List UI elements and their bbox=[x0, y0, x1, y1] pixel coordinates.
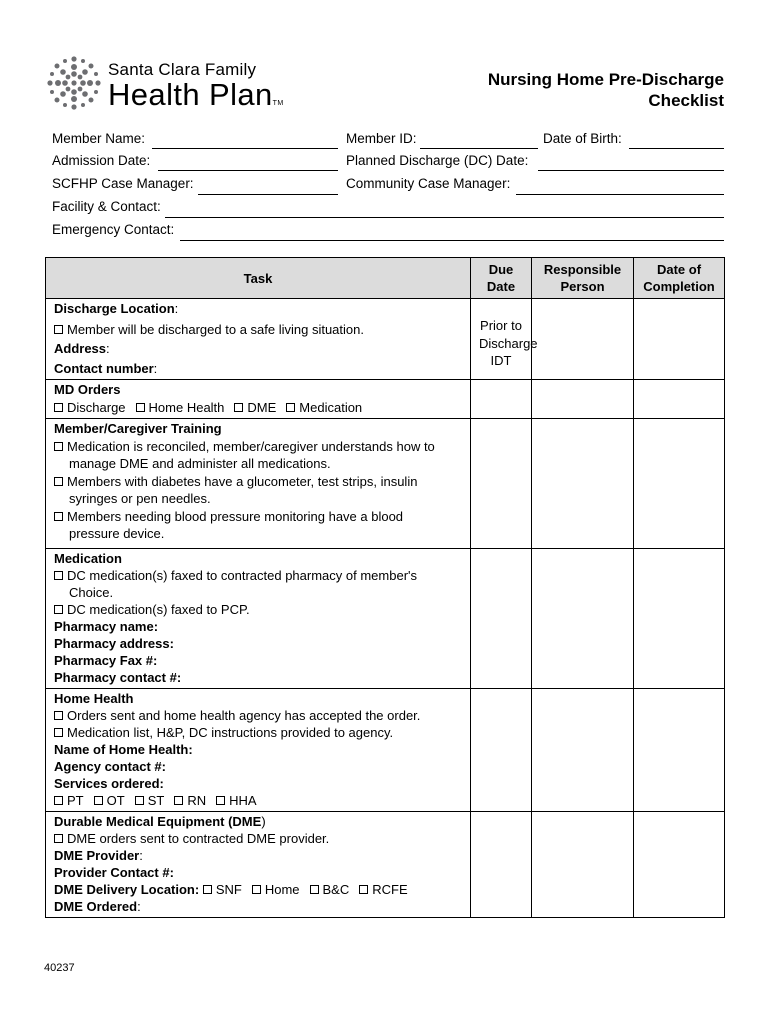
item-orders-sent: Orders sent and home health agency has accepted the order. bbox=[67, 707, 421, 723]
checkbox-snf[interactable] bbox=[203, 885, 212, 894]
checkbox-medication[interactable] bbox=[286, 403, 295, 412]
header-completion-line1: Date of bbox=[656, 262, 702, 277]
document-title-line1: Nursing Home Pre-Discharge bbox=[487, 70, 724, 89]
checkbox-faxed-pharmacy[interactable] bbox=[54, 571, 63, 580]
dme-title-close: ) bbox=[261, 813, 266, 829]
option-medication[interactable] bbox=[286, 400, 362, 415]
emergency-field[interactable] bbox=[180, 240, 724, 241]
services-ordered-label: Services ordered: bbox=[54, 775, 164, 791]
checkbox-med-reconciled[interactable] bbox=[54, 442, 63, 451]
item-med-reconciled-line1: Medication is reconciled, member/caregiver understands how to bbox=[67, 438, 435, 454]
item-med-reconciled-line2: manage DME and administer all medications. bbox=[69, 456, 331, 471]
option-home[interactable] bbox=[252, 882, 300, 897]
header-due-line1: Due bbox=[488, 262, 514, 277]
option-dme[interactable] bbox=[234, 400, 276, 415]
dme-provider-label: DME Provider bbox=[54, 847, 140, 863]
due-date-medication[interactable] bbox=[471, 548, 532, 688]
item-bp-device-line2: pressure device. bbox=[69, 526, 165, 541]
checkbox-orders-sent[interactable] bbox=[54, 711, 63, 720]
option-snf[interactable] bbox=[203, 882, 242, 897]
pharmacy-address-label: Pharmacy address: bbox=[54, 635, 174, 651]
option-rcfe-label: RCFE bbox=[372, 881, 408, 897]
facility-field[interactable] bbox=[165, 217, 724, 218]
pharmacy-name-label: Pharmacy name: bbox=[54, 618, 159, 634]
option-ot-label: OT bbox=[106, 792, 125, 808]
option-hha-label: HHA bbox=[229, 792, 257, 808]
document-title bbox=[424, 69, 724, 111]
completion-training[interactable] bbox=[634, 419, 725, 549]
due-date-training[interactable] bbox=[471, 419, 532, 549]
checkbox-med-list[interactable] bbox=[54, 728, 63, 737]
option-rn[interactable] bbox=[174, 793, 206, 808]
facility-label: Facility & Contact: bbox=[52, 199, 161, 214]
dme-provider-colon: : bbox=[139, 847, 143, 863]
section-title-training: Member/Caregiver Training bbox=[54, 421, 222, 436]
option-rcfe[interactable] bbox=[359, 882, 407, 897]
checkbox-hha[interactable] bbox=[216, 796, 225, 805]
option-pt[interactable] bbox=[54, 793, 84, 808]
responsible-dme[interactable] bbox=[532, 811, 634, 917]
dob-field[interactable] bbox=[629, 148, 724, 149]
option-discharge[interactable] bbox=[54, 400, 126, 415]
table-row-discharge-location bbox=[46, 299, 725, 380]
item-glucometer-line2: syringes or pen needles. bbox=[69, 491, 211, 506]
scfhp-logo bbox=[46, 52, 296, 114]
due-date-dme[interactable] bbox=[471, 811, 532, 917]
task-medication bbox=[46, 548, 471, 688]
option-ot[interactable] bbox=[94, 793, 125, 808]
header-completion-line2: Completion bbox=[643, 279, 715, 294]
option-dme-label: DME bbox=[247, 399, 277, 415]
table-header-row bbox=[46, 258, 725, 299]
responsible-discharge[interactable] bbox=[532, 299, 634, 380]
completion-dme[interactable] bbox=[634, 811, 725, 917]
completion-discharge[interactable] bbox=[634, 299, 725, 380]
option-bc[interactable] bbox=[310, 882, 350, 897]
checkbox-rn[interactable] bbox=[174, 796, 183, 805]
community-cm-label: Community Case Manager: bbox=[346, 176, 511, 191]
responsible-home-health[interactable] bbox=[532, 688, 634, 811]
pharmacy-fax-label: Pharmacy Fax #: bbox=[54, 652, 158, 668]
member-name-field[interactable] bbox=[152, 148, 338, 149]
section-title-dme: Durable Medical Equipment (DME bbox=[54, 813, 262, 829]
checkbox-safe-living[interactable] bbox=[54, 325, 63, 334]
checkbox-bc[interactable] bbox=[310, 885, 319, 894]
logo-trademark: TM bbox=[272, 100, 284, 107]
checkbox-pt[interactable] bbox=[54, 796, 63, 805]
option-medication-label: Medication bbox=[299, 399, 363, 415]
emergency-label: Emergency Contact: bbox=[52, 222, 175, 237]
logo-text-line1: Santa Clara Family bbox=[108, 60, 257, 79]
logo-text-line2 bbox=[108, 77, 284, 113]
section-title-md-orders: MD Orders bbox=[54, 382, 121, 397]
option-home-label: Home bbox=[264, 881, 300, 897]
logo-text-health-plan: Health Plan bbox=[108, 77, 273, 112]
checkbox-faxed-pcp[interactable] bbox=[54, 605, 63, 614]
member-name-label: Member Name: bbox=[52, 131, 146, 146]
checkbox-dme[interactable] bbox=[234, 403, 243, 412]
due-date-home-health[interactable] bbox=[471, 688, 532, 811]
due-date-discharge[interactable] bbox=[471, 299, 538, 380]
responsible-training[interactable] bbox=[532, 419, 634, 549]
member-id-field[interactable] bbox=[420, 148, 538, 149]
header-due-line2: Date bbox=[486, 279, 516, 294]
responsible-md-orders[interactable] bbox=[532, 380, 634, 419]
checkbox-ot[interactable] bbox=[94, 796, 103, 805]
contact-number-label: Contact number bbox=[54, 360, 154, 376]
option-st[interactable] bbox=[135, 793, 165, 808]
task-dme bbox=[46, 811, 471, 917]
item-glucometer-line1: Members with diabetes have a glucometer, test strips, insulin bbox=[67, 473, 418, 489]
option-hha[interactable] bbox=[216, 793, 256, 808]
checkbox-rcfe[interactable] bbox=[359, 885, 368, 894]
due-date-md-orders[interactable] bbox=[471, 380, 532, 419]
header-completion bbox=[634, 258, 725, 299]
form-code: 40237 bbox=[44, 962, 75, 974]
option-discharge-label: Discharge bbox=[67, 399, 126, 415]
item-faxed-pharmacy-line1: DC medication(s) faxed to contracted pharmacy of member's bbox=[67, 567, 418, 583]
address-colon: : bbox=[106, 341, 110, 356]
checkbox-bp-device[interactable] bbox=[54, 512, 63, 521]
due-line3: IDT bbox=[490, 353, 512, 368]
provider-contact-label: Provider Contact #: bbox=[54, 864, 174, 880]
header-task: Task bbox=[46, 258, 471, 299]
item-dme-orders: DME orders sent to contracted DME provider. bbox=[67, 830, 330, 846]
option-pt-label: PT bbox=[67, 792, 84, 808]
option-snf-label: SNF bbox=[215, 881, 242, 897]
header-responsible bbox=[532, 258, 634, 299]
dme-ordered-label: DME Ordered bbox=[54, 898, 138, 914]
due-line2: Discharge bbox=[479, 335, 538, 351]
responsible-medication[interactable] bbox=[532, 548, 634, 688]
table-row-dme bbox=[46, 811, 725, 917]
completion-md-orders[interactable] bbox=[634, 380, 725, 419]
document-title-line2: Checklist bbox=[648, 91, 724, 110]
item-faxed-pcp: DC medication(s) faxed to PCP. bbox=[67, 601, 250, 617]
task-md-orders bbox=[46, 380, 471, 419]
case-manager-label: SCFHP Case Manager: bbox=[52, 176, 194, 191]
header-due-date bbox=[471, 258, 532, 299]
task-discharge-location bbox=[46, 299, 471, 380]
table-row-home-health bbox=[46, 688, 725, 811]
planned-dc-field[interactable] bbox=[538, 170, 724, 171]
table-row-medication bbox=[46, 548, 725, 688]
dme-delivery-label: DME Delivery Location: bbox=[54, 881, 200, 897]
checklist-table bbox=[45, 257, 725, 918]
task-home-health bbox=[46, 688, 471, 811]
option-st-label: ST bbox=[147, 792, 165, 808]
dme-ordered-colon: : bbox=[137, 898, 141, 914]
option-bc-label: B&C bbox=[322, 881, 350, 897]
table-row-md-orders bbox=[46, 380, 725, 419]
item-bp-device-line1: Members needing blood pressure monitoring have a blood bbox=[67, 508, 404, 524]
discharge-title-colon: : bbox=[174, 301, 179, 316]
planned-dc-label: Planned Discharge (DC) Date: bbox=[346, 153, 529, 168]
completion-home-health[interactable] bbox=[634, 688, 725, 811]
checkbox-home-health[interactable] bbox=[136, 403, 145, 412]
option-rn-label: RN bbox=[187, 792, 207, 808]
case-manager-field[interactable] bbox=[198, 194, 338, 195]
agency-contact-label: Agency contact #: bbox=[54, 758, 166, 774]
admission-date-label: Admission Date: bbox=[52, 153, 151, 168]
checkbox-glucometer[interactable] bbox=[54, 477, 63, 486]
community-cm-field[interactable] bbox=[516, 194, 724, 195]
item-med-list: Medication list, H&P, DC instructions provided to agency. bbox=[67, 724, 394, 740]
header-resp-line1: Responsible bbox=[543, 262, 622, 277]
checkbox-st[interactable] bbox=[135, 796, 144, 805]
checkbox-discharge[interactable] bbox=[54, 403, 63, 412]
checkbox-home[interactable] bbox=[252, 885, 261, 894]
item-safe-living: Member will be discharged to a safe living situation. bbox=[67, 321, 364, 337]
task-training bbox=[46, 419, 471, 549]
option-home-health-label: Home Health bbox=[148, 399, 225, 415]
section-title-medication: Medication bbox=[54, 550, 122, 566]
home-health-name-label: Name of Home Health: bbox=[54, 741, 193, 757]
option-home-health[interactable] bbox=[136, 400, 225, 415]
pharmacy-contact-label: Pharmacy contact #: bbox=[54, 669, 182, 685]
table-row-training bbox=[46, 419, 725, 549]
contact-colon: : bbox=[153, 360, 158, 376]
dob-label: Date of Birth: bbox=[543, 131, 622, 146]
due-line1: Prior to bbox=[480, 318, 522, 333]
header-resp-line2: Person bbox=[560, 279, 605, 294]
starburst-logo-icon bbox=[46, 52, 106, 114]
address-label: Address bbox=[54, 341, 107, 356]
completion-medication[interactable] bbox=[634, 548, 725, 688]
checkbox-dme-orders[interactable] bbox=[54, 834, 63, 843]
section-title-home-health: Home Health bbox=[54, 690, 134, 706]
admission-date-field[interactable] bbox=[158, 170, 338, 171]
item-faxed-pharmacy-line2: Choice. bbox=[69, 584, 114, 600]
section-title-discharge: Discharge Location bbox=[54, 301, 175, 316]
member-id-label: Member ID: bbox=[346, 131, 417, 146]
